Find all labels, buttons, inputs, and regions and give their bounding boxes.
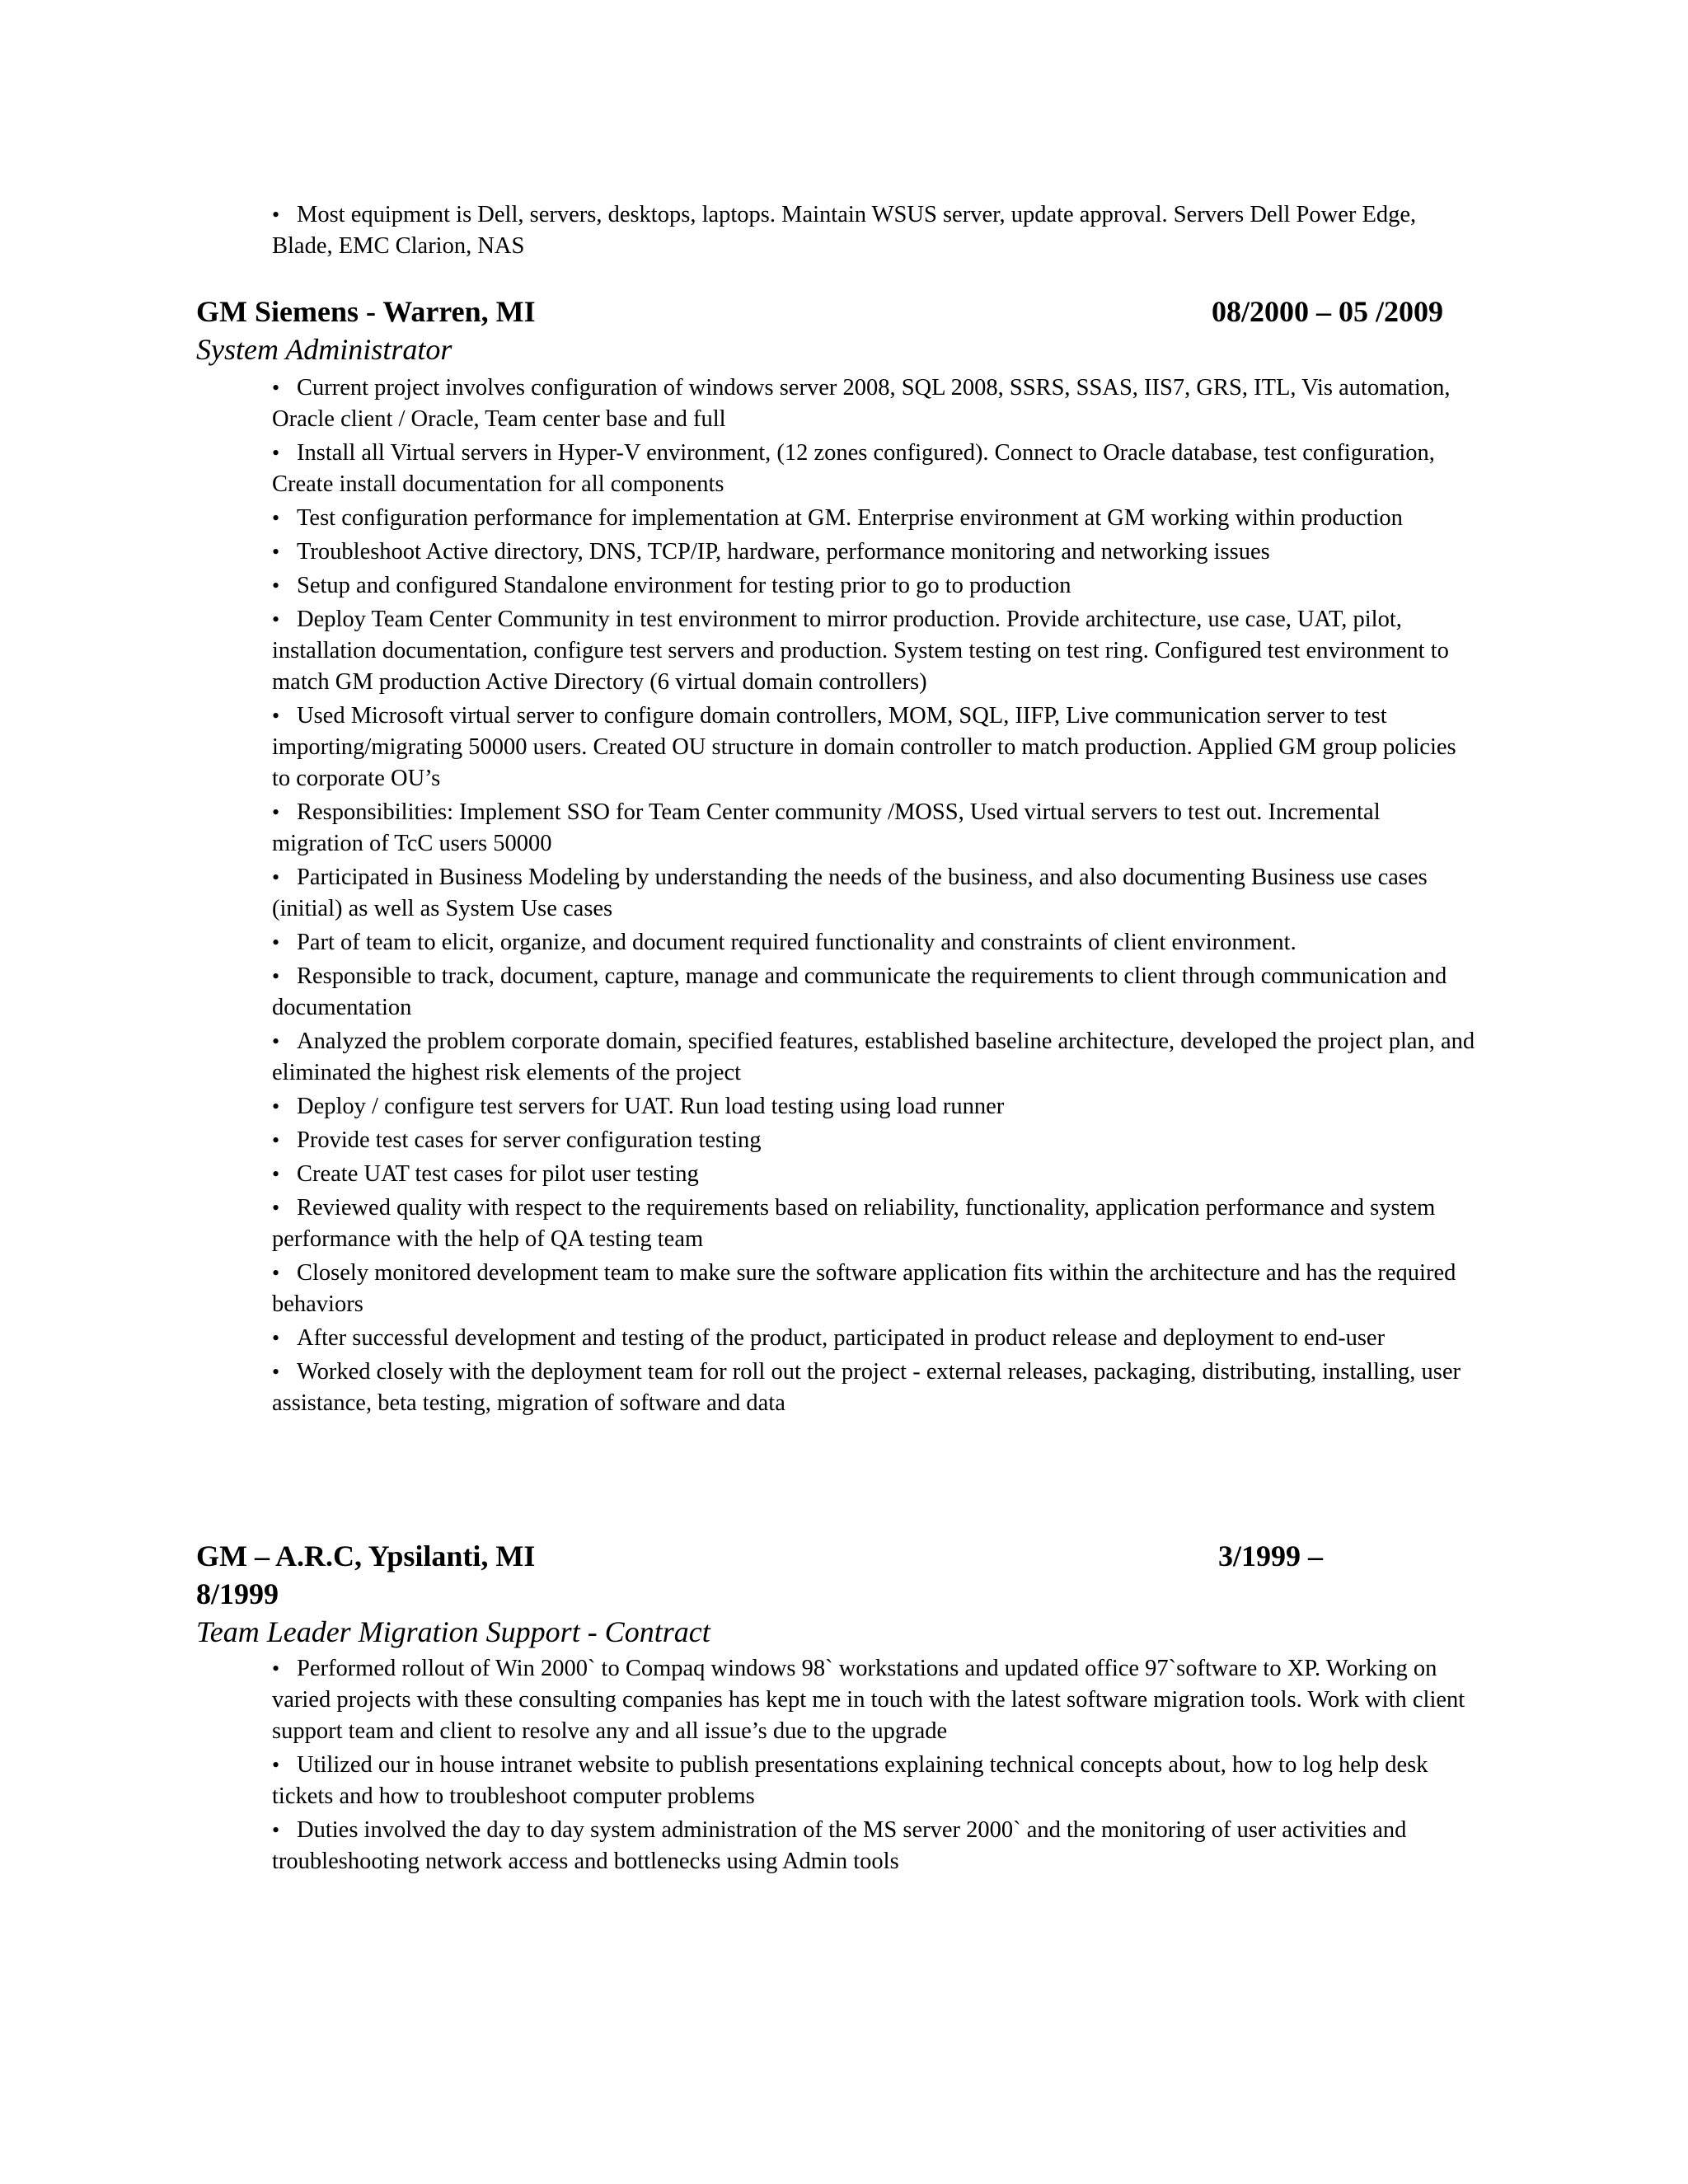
list-item bbox=[272, 797, 1475, 860]
list-item bbox=[272, 1258, 1475, 1320]
list-item bbox=[272, 1750, 1475, 1812]
bullet-text: Reviewed quality with respect to the requirements based on reliability, functionality, application performance and system performance with the help of QA testing team bbox=[272, 1195, 1436, 1252]
job-bullet-list bbox=[272, 1653, 1475, 1880]
company-name: GM – A.R.C, Ypsilanti, MI bbox=[196, 1540, 536, 1572]
bullet-icon: • bbox=[272, 1162, 280, 1186]
job-title: System Administrator bbox=[196, 333, 452, 366]
bullet-text: Troubleshoot Active directory, DNS, TCP/IP, hardware, performance monitoring and networking issues bbox=[297, 539, 1270, 565]
list-item bbox=[272, 537, 1475, 568]
list-item bbox=[272, 1653, 1475, 1747]
bullet-icon: • bbox=[272, 964, 280, 988]
bullet-text: Participated in Business Modeling by understanding the needs of the business, and also documenting Business use cases (initial) as well as System Use cases bbox=[272, 865, 1428, 921]
bullet-text: Setup and configured Standalone environment for testing prior to go to production bbox=[297, 573, 1071, 598]
bullet-text: Test configuration performance for implementation at GM. Enterprise environment at GM working within production bbox=[297, 505, 1403, 531]
bullet-icon: • bbox=[272, 1818, 280, 1842]
bullet-icon: • bbox=[272, 1753, 280, 1777]
employment-dates-end: 8/1999 bbox=[196, 1577, 279, 1610]
bullet-icon: • bbox=[272, 574, 280, 598]
bullet-text: Used Microsoft virtual server to configure domain controllers, MOM, SQL, IIFP, Live communication server to test importing/migrating 50000 users. Created OU structure in domain controller to match production. Applied GM group policies to corporate OU’s bbox=[272, 703, 1456, 791]
employment-dates: 3/1999 – bbox=[1218, 1540, 1324, 1572]
job-bullet-list bbox=[272, 373, 1475, 1422]
company-name: GM Siemens - Warren, MI bbox=[196, 295, 536, 328]
bullet-icon: • bbox=[272, 1261, 280, 1285]
bullet-text: Current project involves configuration of windows server 2008, SQL 2008, SSRS, SSAS, IIS7, GRS, ITL, Vis automation, Oracle client / Oracle, Team center base and full bbox=[272, 375, 1451, 432]
list-item bbox=[272, 1815, 1475, 1877]
bullet-icon: • bbox=[272, 1360, 280, 1384]
bullet-icon: • bbox=[272, 540, 280, 564]
bullet-text: Responsibilities: Implement SSO for Team Center community /MOSS, Used virtual servers to test out. Incremental migration of TcC users 50000 bbox=[272, 799, 1381, 856]
list-item bbox=[272, 961, 1475, 1024]
list-item bbox=[272, 1026, 1475, 1089]
list-item bbox=[272, 373, 1475, 435]
bullet-text: Responsible to track, document, capture, manage and communicate the requirements to client through communication and documentation bbox=[272, 963, 1447, 1020]
list-item bbox=[272, 1323, 1475, 1354]
bullet-icon: • bbox=[272, 203, 280, 227]
list-item bbox=[272, 862, 1475, 925]
bullet-text: Part of team to elicit, organize, and document required functionality and constraints of client environment. bbox=[297, 930, 1296, 955]
list-item bbox=[272, 1193, 1475, 1255]
bullet-icon: • bbox=[272, 1094, 280, 1118]
intro-bullet-list bbox=[272, 199, 1475, 265]
list-item bbox=[272, 927, 1475, 958]
list-item bbox=[272, 604, 1475, 698]
bullet-text: Install all Virtual servers in Hyper-V environment, (12 zones configured). Connect to Oracle database, test configuration, Create install documentation for all components bbox=[272, 440, 1435, 497]
bullet-text: After successful development and testing of the product, participated in product release and deployment to end-user bbox=[297, 1325, 1386, 1351]
bullet-text: Create UAT test cases for pilot user testing bbox=[297, 1161, 699, 1187]
bullet-icon: • bbox=[272, 865, 280, 889]
list-item bbox=[272, 1125, 1475, 1156]
bullet-icon: • bbox=[272, 1326, 280, 1350]
bullet-text: Deploy / configure test servers for UAT. Run load testing using load runner bbox=[297, 1094, 1005, 1119]
bullet-icon: • bbox=[272, 1657, 280, 1680]
bullet-icon: • bbox=[272, 376, 280, 400]
bullet-text: Utilized our in house intranet website to publish presentations explaining technical concepts about, how to log help desk tickets and how to troubleshoot computer problems bbox=[272, 1752, 1428, 1809]
bullet-text: Performed rollout of Win 2000` to Compaq windows 98` workstations and updated office 97`software to XP. Working on varied projects with these consulting companies has kept me in touch with the latest software migration tools. Work with client support team and client to resolve any and all issue’s due to the upgrade bbox=[272, 1656, 1465, 1744]
employment-dates: 08/2000 – 05 /2009 bbox=[1212, 295, 1444, 328]
list-item bbox=[272, 438, 1475, 500]
bullet-text: Closely monitored development team to make sure the software application fits within the architecture and has the required behaviors bbox=[272, 1260, 1456, 1317]
list-item bbox=[272, 1159, 1475, 1190]
bullet-text: Worked closely with the deployment team for roll out the project - external releases, packaging, distributing, installing, user assistance, beta testing, migration of software and data bbox=[272, 1359, 1461, 1416]
list-item bbox=[272, 1357, 1475, 1419]
list-item bbox=[272, 570, 1475, 602]
list-item bbox=[272, 503, 1475, 534]
bullet-text: Deploy Team Center Community in test environment to mirror production. Provide architecture, use case, UAT, pilot, installation documentation, configure test servers and production. System testing on test ring. Configured test environment to match GM production Active Directory (6 virtual domain controllers) bbox=[272, 607, 1449, 695]
bullet-text: Most equipment is Dell, servers, desktops, laptops. Maintain WSUS server, update approval. Servers Dell Power Edge, Blade, EMC Clarion, NAS bbox=[272, 202, 1417, 259]
bullet-icon: • bbox=[272, 1128, 280, 1152]
bullet-icon: • bbox=[272, 1029, 280, 1053]
bullet-icon: • bbox=[272, 441, 280, 465]
list-item bbox=[272, 1091, 1475, 1122]
bullet-icon: • bbox=[272, 704, 280, 728]
bullet-icon: • bbox=[272, 930, 280, 954]
bullet-icon: • bbox=[272, 800, 280, 824]
list-item bbox=[272, 199, 1475, 262]
bullet-text: Analyzed the problem corporate domain, specified features, established baseline architecture, developed the project plan, and eliminated the highest risk elements of the project bbox=[272, 1029, 1475, 1085]
bullet-icon: • bbox=[272, 607, 280, 631]
bullet-text: Duties involved the day to day system administration of the MS server 2000` and the monitoring of user activities and troubleshooting network access and bottlenecks using Admin tools bbox=[272, 1817, 1407, 1874]
bullet-icon: • bbox=[272, 506, 280, 530]
bullet-icon: • bbox=[272, 1196, 280, 1220]
job-title: Team Leader Migration Support - Contract bbox=[196, 1615, 710, 1648]
bullet-text: Provide test cases for server configuration testing bbox=[297, 1127, 762, 1153]
list-item bbox=[272, 701, 1475, 794]
